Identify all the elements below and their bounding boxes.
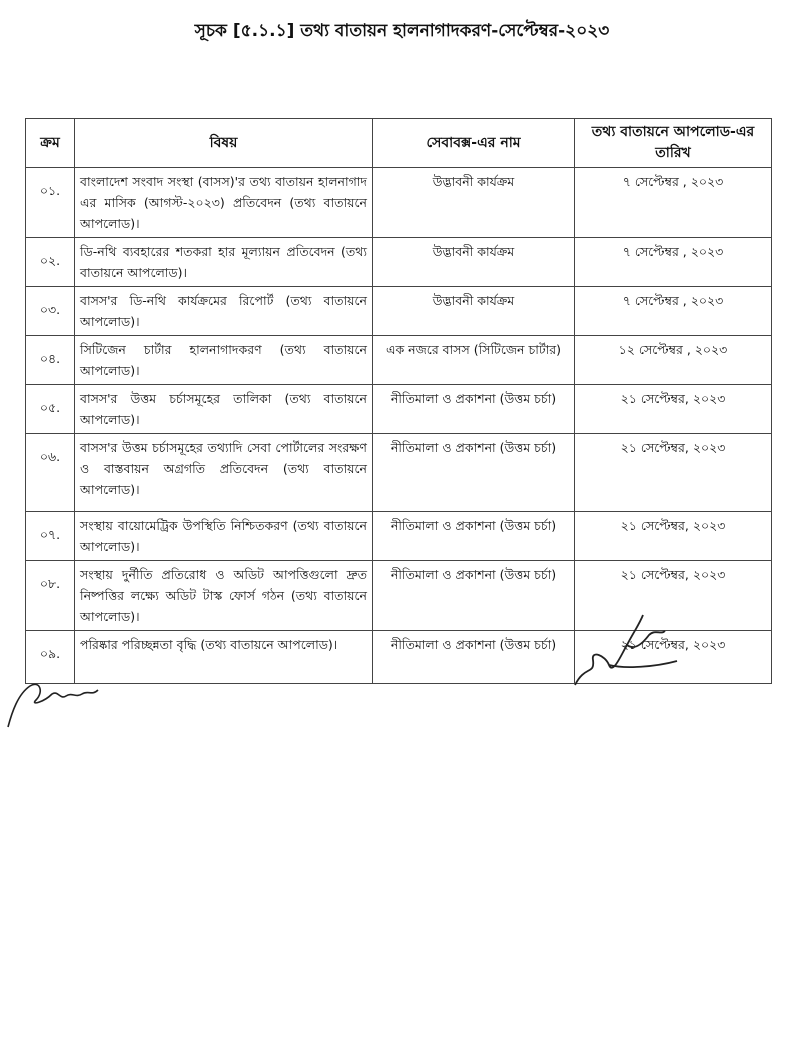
subject-cell: বাসস'র ডি-নথি কার্যক্রমের রিপোর্ট (তথ্য বাতায়নে আপলোড)।	[75, 287, 373, 336]
serial-cell: ০২.	[26, 238, 75, 287]
service-box-cell: নীতিমালা ও প্রকাশনা (উত্তম চর্চা)	[373, 631, 575, 684]
subject-cell: ডি-নথি ব্যবহারের শতকরা হার মূল্যায়ন প্রতিবেদন (তথ্য বাতায়নে আপলোড)।	[75, 238, 373, 287]
upload-date-cell: ২১ সেপ্টেম্বর, ২০২৩	[575, 561, 772, 631]
upload-date-cell: ২১ সেপ্টেম্বর, ২০২৩	[575, 631, 772, 684]
serial-cell: ০৭.	[26, 512, 75, 561]
upload-date-cell: ৭ সেপ্টেম্বর , ২০২৩	[575, 238, 772, 287]
upload-date-cell: ৭ সেপ্টেম্বর , ২০২৩	[575, 287, 772, 336]
upload-date-cell: ২১ সেপ্টেম্বর, ২০২৩	[575, 434, 772, 512]
subject-cell: পরিষ্কার পরিচ্ছন্নতা বৃদ্ধি (তথ্য বাতায়নে আপলোড)।	[75, 631, 373, 684]
service-box-cell: নীতিমালা ও প্রকাশনা (উত্তম চর্চা)	[373, 512, 575, 561]
service-box-cell: উদ্ভাবনী কার্যক্রম	[373, 168, 575, 238]
serial-cell: ০৬.	[26, 434, 75, 512]
table-header-row	[26, 119, 772, 168]
header-upload-date: তথ্য বাতায়নে আপলোড-এর তারিখ	[575, 119, 772, 168]
service-box-cell: উদ্ভাবনী কার্যক্রম	[373, 238, 575, 287]
serial-cell: ০১.	[26, 168, 75, 238]
service-box-cell: এক নজরে বাসস (সিটিজেন চার্টার)	[373, 336, 575, 385]
table-row	[26, 168, 772, 238]
table-row	[26, 385, 772, 434]
document-title: সূচক [৫.১.১] তথ্য বাতায়ন হালনাগাদকরণ-সেপ্টেম্বর-২০২৩	[194, 21, 610, 41]
upload-date-cell: ১২ সেপ্টেম্বর , ২০২৩	[575, 336, 772, 385]
serial-cell: ০৯.	[26, 631, 75, 684]
upload-date-cell: ৭ সেপ্টেম্বর , ২০২৩	[575, 168, 772, 238]
subject-cell: বাংলাদেশ সংবাদ সংস্থা (বাসস)'র তথ্য বাতায়ন হালনাগাদ এর মাসিক (আগস্ট-২০২৩) প্রতিবেদন (তথ্য বাতায়নে আপলোড)।	[75, 168, 373, 238]
subject-cell: বাসস'র উত্তম চর্চাসমূহের তথ্যাদি সেবা পোর্টালের সংরক্ষণ ও বাস্তবায়ন অগ্রগতি প্রতিবেদন (তথ্য বাতায়নে আপলোড)।	[75, 434, 373, 512]
service-box-cell: উদ্ভাবনী কার্যক্রম	[373, 287, 575, 336]
subject-cell: সংস্থায় দুর্নীতি প্রতিরোধ ও অডিট আপত্তিগুলো দ্রুত নিষ্পত্তির লক্ষ্যে অডিট টাস্ক ফোর্স গঠন (তথ্য বাতায়নে আপলোড)।	[75, 561, 373, 631]
signature-left	[0, 672, 110, 732]
service-box-cell: নীতিমালা ও প্রকাশনা (উত্তম চর্চা)	[373, 434, 575, 512]
service-box-cell: নীতিমালা ও প্রকাশনা (উত্তম চর্চা)	[373, 561, 575, 631]
header-service-box: সেবাবক্স-এর নাম	[373, 119, 575, 168]
serial-cell: ০৩.	[26, 287, 75, 336]
serial-cell: ০৪.	[26, 336, 75, 385]
header-serial: ক্রম	[26, 119, 75, 168]
subject-cell: সিটিজেন চার্টার হালনাগাদকরণ (তথ্য বাতায়নে আপলোড)।	[75, 336, 373, 385]
table-row	[26, 287, 772, 336]
table-row	[26, 336, 772, 385]
table-row	[26, 434, 772, 512]
signature-right	[565, 605, 685, 695]
upload-date-cell: ২১ সেপ্টেম্বর, ২০২৩	[575, 512, 772, 561]
header-subject: বিষয়	[75, 119, 373, 168]
subject-cell: বাসস'র উত্তম চর্চাসমূহের তালিকা (তথ্য বাতায়নে আপলোড)।	[75, 385, 373, 434]
upload-table	[25, 118, 772, 684]
serial-cell: ০৫.	[26, 385, 75, 434]
service-box-cell: নীতিমালা ও প্রকাশনা (উত্তম চর্চা)	[373, 385, 575, 434]
serial-cell: ০৮.	[26, 561, 75, 631]
subject-cell: সংস্থায় বায়োমেট্রিক উপস্থিতি নিশ্চিতকরণ (তথ্য বাতায়নে আপলোড)।	[75, 512, 373, 561]
upload-date-cell: ২১ সেপ্টেম্বর, ২০২৩	[575, 385, 772, 434]
table-row	[26, 512, 772, 561]
table-row	[26, 238, 772, 287]
